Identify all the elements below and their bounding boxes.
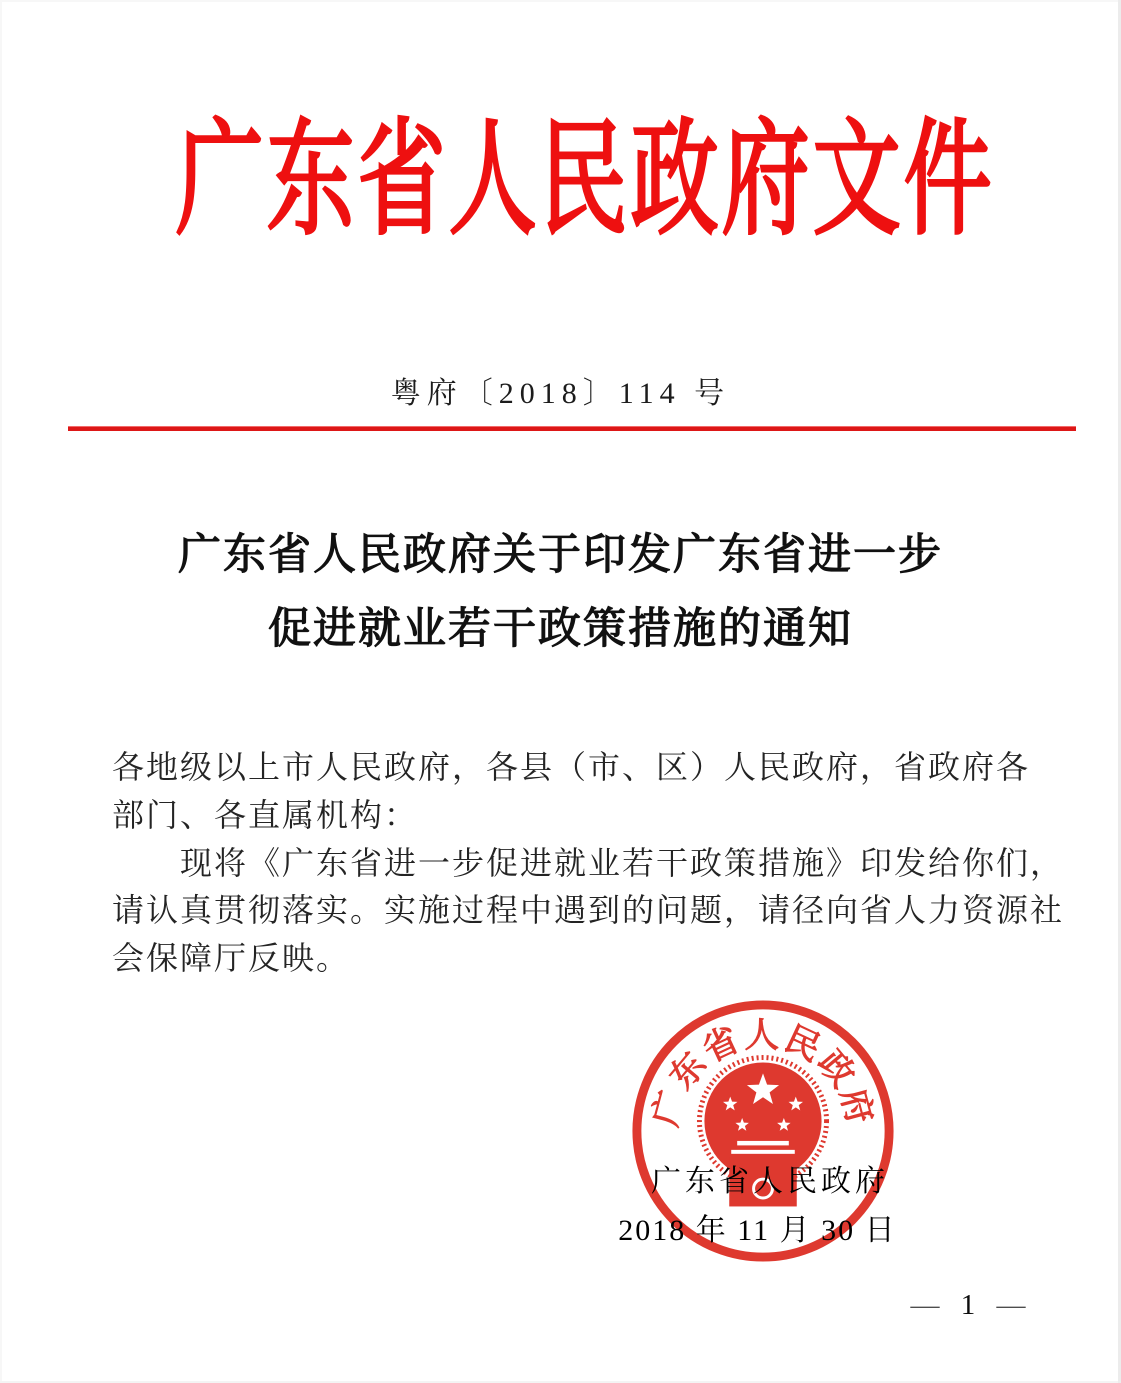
doc-title-line1: 广东省人民政府关于印发广东省进一步	[178, 532, 943, 579]
emblem-gate-line	[737, 1141, 789, 1145]
body-line-2: 部门、各直属机构：	[112, 796, 419, 833]
seal-arc-text: 广东省人民政府	[645, 1015, 881, 1131]
doc-title-line2: 促进就业若干政策措施的通知	[268, 606, 853, 653]
body-line-4: 请认真贯彻落实。实施过程中遇到的问题，请径向省人力资源社	[112, 892, 1065, 929]
doc-title	[0, 534, 1121, 651]
masthead-title-text: 广东省人民政府文件	[175, 112, 995, 251]
red-divider-rule	[68, 426, 1076, 431]
doc-number: 粤府〔2018〕114 号	[390, 377, 731, 410]
page-number-dash-right: —	[996, 1289, 1026, 1321]
emblem-gate-line	[731, 1150, 795, 1154]
page-number-dash-left: —	[910, 1289, 940, 1321]
issue-date: 2018 年 11 月 30 日	[618, 1214, 897, 1247]
body-line-3: 现将《广东省进一步促进就业若干政策措施》印发给你们，	[180, 844, 1065, 881]
body-text	[112, 744, 1065, 983]
page-number	[898, 1289, 1038, 1322]
body-line-1: 各地级以上市人民政府，各县（市、区）人民政府，省政府各	[112, 749, 1031, 785]
page-number-value: 1	[960, 1289, 976, 1321]
issuer-name: 广东省人民政府	[651, 1165, 889, 1198]
body-line-5: 会保障厅反映。	[112, 940, 351, 977]
masthead-title	[0, 110, 1121, 255]
